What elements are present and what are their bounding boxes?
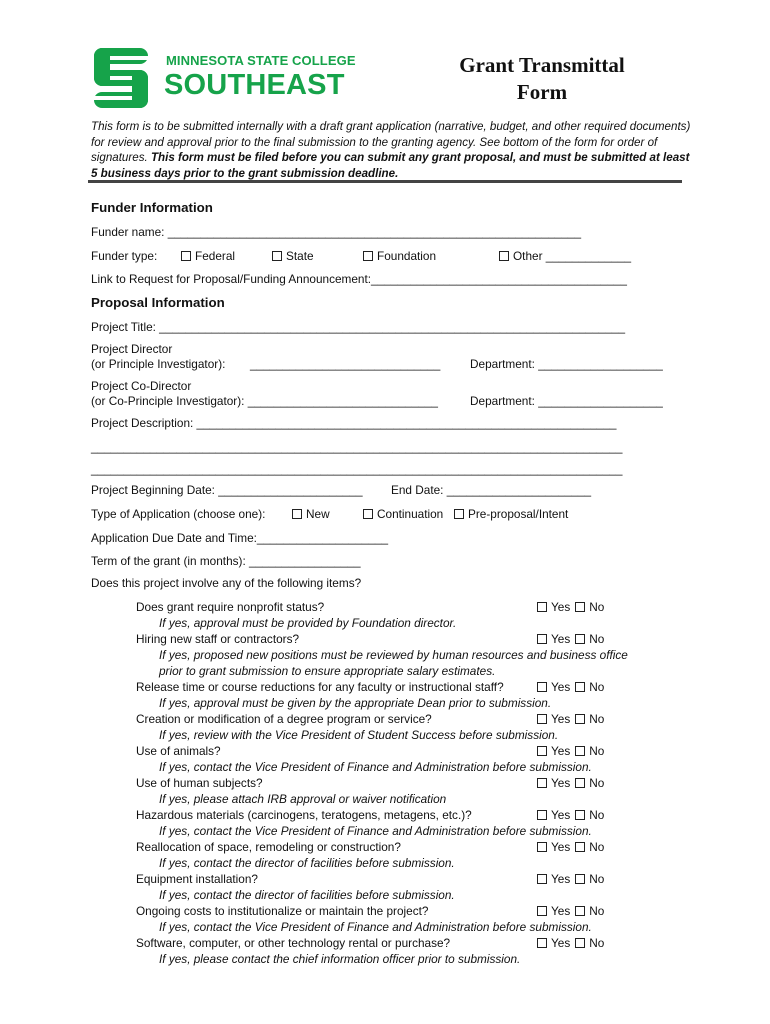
yes-no-options <box>537 872 604 888</box>
checkbox-icon <box>575 842 585 852</box>
question-text: Use of animals? <box>136 743 221 758</box>
checkbox-icon <box>181 251 191 261</box>
yes-no-options <box>537 776 604 792</box>
question-text: Use of human subjects? <box>136 775 263 790</box>
funder-type-state-checkbox[interactable]: State <box>272 249 314 263</box>
codirector-department-field[interactable]: Department: ___________________ <box>470 394 663 408</box>
yes-checkbox[interactable]: Yes <box>537 712 570 726</box>
yes-no-options <box>537 936 604 952</box>
no-checkbox[interactable]: No <box>575 776 604 790</box>
due-date-field[interactable]: Application Due Date and Time:____________________ <box>91 531 389 545</box>
question-text: Creation or modification of a degree program or service? <box>136 711 432 726</box>
project-description-line-2[interactable]: _________________________________________________________________________________ <box>91 440 623 454</box>
yes-no-options <box>537 600 604 616</box>
funder-type-foundation-checkbox[interactable]: Foundation <box>363 249 436 263</box>
org-name-bottom: SOUTHEAST <box>164 69 345 101</box>
checkbox-icon <box>363 509 373 519</box>
app-type-preproposal-checkbox[interactable]: Pre-proposal/Intent <box>454 507 568 521</box>
checkbox-icon <box>537 906 547 916</box>
yes-checkbox[interactable]: Yes <box>537 872 570 886</box>
no-checkbox[interactable]: No <box>575 936 604 950</box>
checkbox-icon <box>537 746 547 756</box>
yes-no-options <box>537 632 604 648</box>
yes-checkbox[interactable]: Yes <box>537 600 570 614</box>
question-text: Release time or course reductions for any faculty or instructional staff? <box>136 679 504 694</box>
checkbox-icon <box>575 938 585 948</box>
funder-type-label: Funder type: <box>91 249 158 263</box>
app-type-new-checkbox[interactable]: New <box>292 507 330 521</box>
project-director-field[interactable]: _____________________________ <box>250 357 441 371</box>
end-date-field[interactable]: End Date: ______________________ <box>391 483 592 497</box>
checkbox-icon <box>575 906 585 916</box>
funder-section-title: Funder Information <box>91 200 213 215</box>
yes-checkbox[interactable]: Yes <box>537 840 570 854</box>
question-note: If yes, contact the Vice President of Finance and Administration before submission. <box>159 759 592 774</box>
no-checkbox[interactable]: No <box>575 904 604 918</box>
yes-checkbox[interactable]: Yes <box>537 936 570 950</box>
checkbox-icon <box>363 251 373 261</box>
yes-checkbox[interactable]: Yes <box>537 744 570 758</box>
yes-no-options <box>537 712 604 728</box>
form-title <box>440 52 644 106</box>
question-text: Equipment installation? <box>136 871 258 886</box>
checkbox-icon <box>537 634 547 644</box>
project-title-field[interactable]: Project Title: _______________________________________________________________________ <box>91 320 626 334</box>
project-description-line-3[interactable]: _________________________________________________________________________________ <box>91 462 623 476</box>
no-checkbox[interactable]: No <box>575 712 604 726</box>
checkbox-icon <box>575 874 585 884</box>
question-note: If yes, approval must be given by the appropriate Dean prior to submission. <box>159 695 552 710</box>
yes-no-options <box>537 680 604 696</box>
yes-checkbox[interactable]: Yes <box>537 632 570 646</box>
checkbox-icon <box>575 746 585 756</box>
yes-no-options <box>537 808 604 824</box>
question-note: If yes, please contact the chief information officer prior to submission. <box>159 951 521 966</box>
app-type-continuation-checkbox[interactable]: Continuation <box>363 507 443 521</box>
funder-type-federal-checkbox[interactable]: Federal <box>181 249 235 263</box>
funder-type-other-checkbox[interactable]: Other _____________ <box>499 249 631 263</box>
no-checkbox[interactable]: No <box>575 600 604 614</box>
question-note: If yes, contact the director of facilities before submission. <box>159 887 455 902</box>
question-note: If yes, please attach IRB approval or waiver notification <box>159 791 447 806</box>
principle-investigator-label: (or Principle Investigator): <box>91 357 226 371</box>
project-director-label: Project Director <box>91 342 173 356</box>
grant-term-field[interactable]: Term of the grant (in months): _________________ <box>91 554 361 568</box>
question-text: Ongoing costs to institutionalize or maintain the project? <box>136 903 429 918</box>
college-logo-mark-icon <box>88 46 154 110</box>
director-department-field[interactable]: Department: ___________________ <box>470 357 663 371</box>
intro-text: This form is to be submitted internally with a draft grant application (narrative, budget, and other required documents) for review and approval prior to the final submission to the granting agency. See bottom of the form for order of signatures. <box>91 120 691 164</box>
checkbox-icon <box>537 602 547 612</box>
question-text: Hazardous materials (carcinogens, teratogens, metagens, etc.)? <box>136 807 472 822</box>
no-checkbox[interactable]: No <box>575 680 604 694</box>
question-text: Does grant require nonprofit status? <box>136 600 325 614</box>
checkbox-icon <box>537 874 547 884</box>
checkbox-icon <box>537 714 547 724</box>
question-note: If yes, approval must be provided by Foundation director. <box>159 615 457 630</box>
checkbox-icon <box>537 778 547 788</box>
checkbox-icon <box>575 634 585 644</box>
funder-name-field[interactable]: Funder name: _______________________________________________________________ <box>91 225 582 239</box>
yes-checkbox[interactable]: Yes <box>537 680 570 694</box>
application-type-label: Type of Application (choose one): <box>91 507 266 521</box>
no-checkbox[interactable]: No <box>575 808 604 822</box>
checkbox-icon <box>537 938 547 948</box>
intro-paragraph <box>91 119 691 181</box>
header-divider <box>88 180 682 183</box>
no-checkbox[interactable]: No <box>575 840 604 854</box>
form-title-line-2: Form <box>516 80 568 104</box>
proposal-section-title: Proposal Information <box>91 295 225 310</box>
checkbox-icon <box>537 682 547 692</box>
intro-bold-text: This form must be filed before you can submit any grant proposal, and must be submitted at least 5 business days prior to the grant submission deadline. <box>91 151 690 180</box>
project-codirector-label: Project Co-Director <box>91 379 192 393</box>
question-text: Hiring new staff or contractors? <box>136 632 300 646</box>
yes-no-options <box>537 840 604 856</box>
no-checkbox[interactable]: No <box>575 632 604 646</box>
question-text: Reallocation of space, remodeling or construction? <box>136 839 401 854</box>
checkbox-icon <box>537 842 547 852</box>
question-note: If yes, review with the Vice President of Student Success before submission. <box>159 727 559 742</box>
no-checkbox[interactable]: No <box>575 872 604 886</box>
yes-checkbox[interactable]: Yes <box>537 904 570 918</box>
question-note: If yes, contact the director of facilities before submission. <box>159 855 455 870</box>
project-description-field[interactable]: Project Description: ________________________________________________________________ <box>91 416 617 430</box>
no-checkbox[interactable]: No <box>575 744 604 758</box>
yes-checkbox[interactable]: Yes <box>537 776 570 790</box>
involve-items-label: Does this project involve any of the following items? <box>91 576 362 590</box>
question-note: If yes, contact the Vice President of Finance and Administration before submission. <box>159 919 592 934</box>
checkbox-icon <box>575 714 585 724</box>
org-name-top: MINNESOTA STATE COLLEGE <box>166 53 356 68</box>
project-codirector-field[interactable]: (or Co-Principle Investigator): _____________________________ <box>91 394 438 408</box>
checkbox-icon <box>575 810 585 820</box>
checkbox-icon <box>272 251 282 261</box>
college-logo <box>88 46 358 112</box>
question-note: If yes, proposed new positions must be reviewed by human resources and business office <box>159 647 628 662</box>
form-title-line-1: Grant Transmittal <box>459 53 625 77</box>
question-note: If yes, contact the Vice President of Finance and Administration before submission. <box>159 823 592 838</box>
yes-checkbox[interactable]: Yes <box>537 808 570 822</box>
checkbox-icon <box>292 509 302 519</box>
checkbox-icon <box>454 509 464 519</box>
checkbox-icon <box>499 251 509 261</box>
question-text: Software, computer, or other technology rental or purchase? <box>136 935 451 950</box>
checkbox-icon <box>575 682 585 692</box>
begin-date-field[interactable]: Project Beginning Date: ______________________ <box>91 483 363 497</box>
rfp-link-field[interactable]: Link to Request for Proposal/Funding Announcement:_______________________________________ <box>91 272 627 286</box>
yes-no-options <box>537 744 604 760</box>
checkbox-icon <box>537 810 547 820</box>
question-note: prior to grant submission to ensure appropriate salary estimates. <box>159 663 496 678</box>
checkbox-icon <box>575 602 585 612</box>
yes-no-options <box>537 904 604 920</box>
checkbox-icon <box>575 778 585 788</box>
